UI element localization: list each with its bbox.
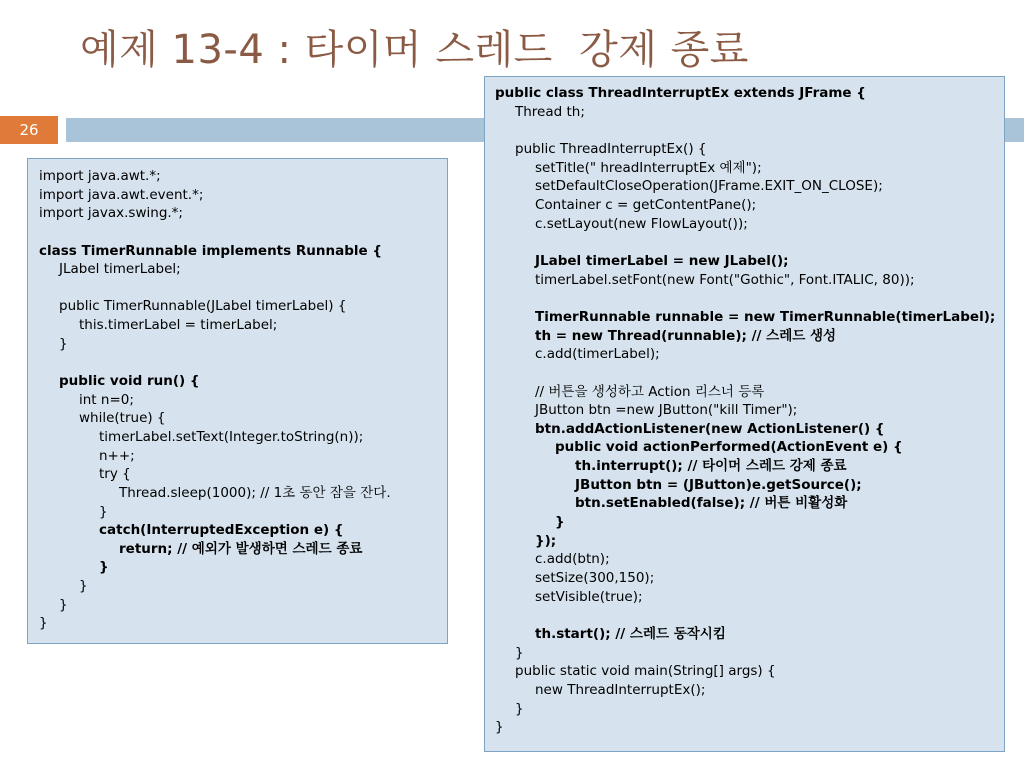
- code-line: btn.setEnabled(false); // 버튼 비활성화: [575, 495, 848, 512]
- code-line: catch(InterruptedException e) {: [99, 522, 344, 539]
- code-line: new ThreadInterruptEx();: [535, 682, 706, 698]
- page-number-badge: 26: [0, 116, 58, 144]
- code-line: }: [515, 644, 524, 661]
- code-line: }: [59, 596, 68, 613]
- code-line: c.add(timerLabel);: [535, 346, 660, 363]
- code-line: });: [535, 532, 557, 549]
- code-line: Container c = getContentPane();: [535, 196, 757, 213]
- code-line: }: [495, 719, 504, 736]
- code-line: this.timerLabel = timerLabel;: [79, 317, 278, 334]
- code-line: while(true) {: [79, 410, 166, 427]
- code-line: Thread.sleep(1000); // 1초 동안 잠을 잔다.: [119, 484, 391, 501]
- code-line: [39, 353, 447, 372]
- code-line: }: [59, 335, 68, 352]
- code-line: th = new Thread(runnable); // 스레드 생성: [535, 327, 837, 344]
- code-line: n++;: [99, 447, 135, 464]
- code-line: public TimerRunnable(JLabel timerLabel) {: [59, 298, 347, 315]
- code-line: [495, 233, 1004, 252]
- code-line: }: [515, 700, 524, 717]
- code-line: public void actionPerformed(ActionEvent e) {: [555, 439, 903, 456]
- code-line: setSize(300,150);: [535, 570, 655, 587]
- code-line: JButton btn = (JButton)e.getSource();: [575, 476, 862, 493]
- code-line: c.setLayout(new FlowLayout());: [535, 215, 748, 232]
- code-line: TimerRunnable runnable = new TimerRunnable(timerLabel);: [535, 308, 996, 325]
- code-line: timerLabel.setText(Integer.toString(n));: [99, 428, 364, 445]
- code-line: class TimerRunnable implements Runnable {: [39, 242, 382, 259]
- code-line: return; // 예외가 발생하면 스레드 종료: [119, 540, 363, 557]
- code-line: JButton btn =new JButton("kill Timer");: [535, 402, 798, 419]
- code-line: setTitle(" hreadInterruptEx 예제");: [535, 159, 762, 176]
- slide-title: 예제 13-4 : 타이머 스레드 강제 종료: [80, 27, 749, 73]
- code-line: JLabel timerLabel;: [59, 261, 181, 278]
- code-line: public ThreadInterruptEx() {: [515, 140, 707, 157]
- code-line: import java.awt.event.*;: [39, 186, 204, 203]
- code-line: // 버튼을 생성하고 Action 리스너 등록: [535, 383, 765, 400]
- code-line: [39, 279, 447, 298]
- thread-interrupt-ex-code-box: [484, 76, 1005, 752]
- code-line: import javax.swing.*;: [39, 205, 183, 222]
- code-line: public static void main(String[] args) {: [515, 663, 776, 680]
- timer-runnable-code-box: [27, 158, 448, 644]
- code-line: timerLabel.setFont(new Font("Gothic", Font.ITALIC, 80));: [535, 271, 915, 288]
- code-line: setDefaultCloseOperation(JFrame.EXIT_ON_CLOSE);: [535, 178, 883, 195]
- code-line: Thread th;: [515, 103, 585, 120]
- code-line: th.interrupt(); // 타이머 스레드 강제 종료: [575, 458, 847, 475]
- code-line: [39, 223, 447, 242]
- code-line: int n=0;: [79, 391, 134, 408]
- code-line: btn.addActionListener(new ActionListener() {: [535, 420, 885, 437]
- code-line: [495, 606, 1004, 625]
- code-line: [495, 121, 1004, 140]
- code-line: }: [555, 514, 565, 531]
- code-line: [495, 364, 1004, 383]
- code-line: }: [99, 503, 108, 520]
- code-line: try {: [99, 466, 131, 483]
- code-line: import java.awt.*;: [39, 168, 161, 184]
- code-line: }: [39, 615, 48, 632]
- code-line: c.add(btn);: [535, 551, 610, 568]
- code-line: th.start(); // 스레드 동작시킴: [535, 626, 726, 643]
- code-line: }: [79, 578, 88, 595]
- code-line: public class ThreadInterruptEx extends JFrame {: [495, 85, 866, 101]
- code-line: JLabel timerLabel = new JLabel();: [535, 252, 789, 269]
- code-line: setVisible(true);: [535, 588, 643, 605]
- code-line: public void run() {: [59, 373, 200, 390]
- code-line: [495, 289, 1004, 308]
- code-line: }: [99, 559, 109, 576]
